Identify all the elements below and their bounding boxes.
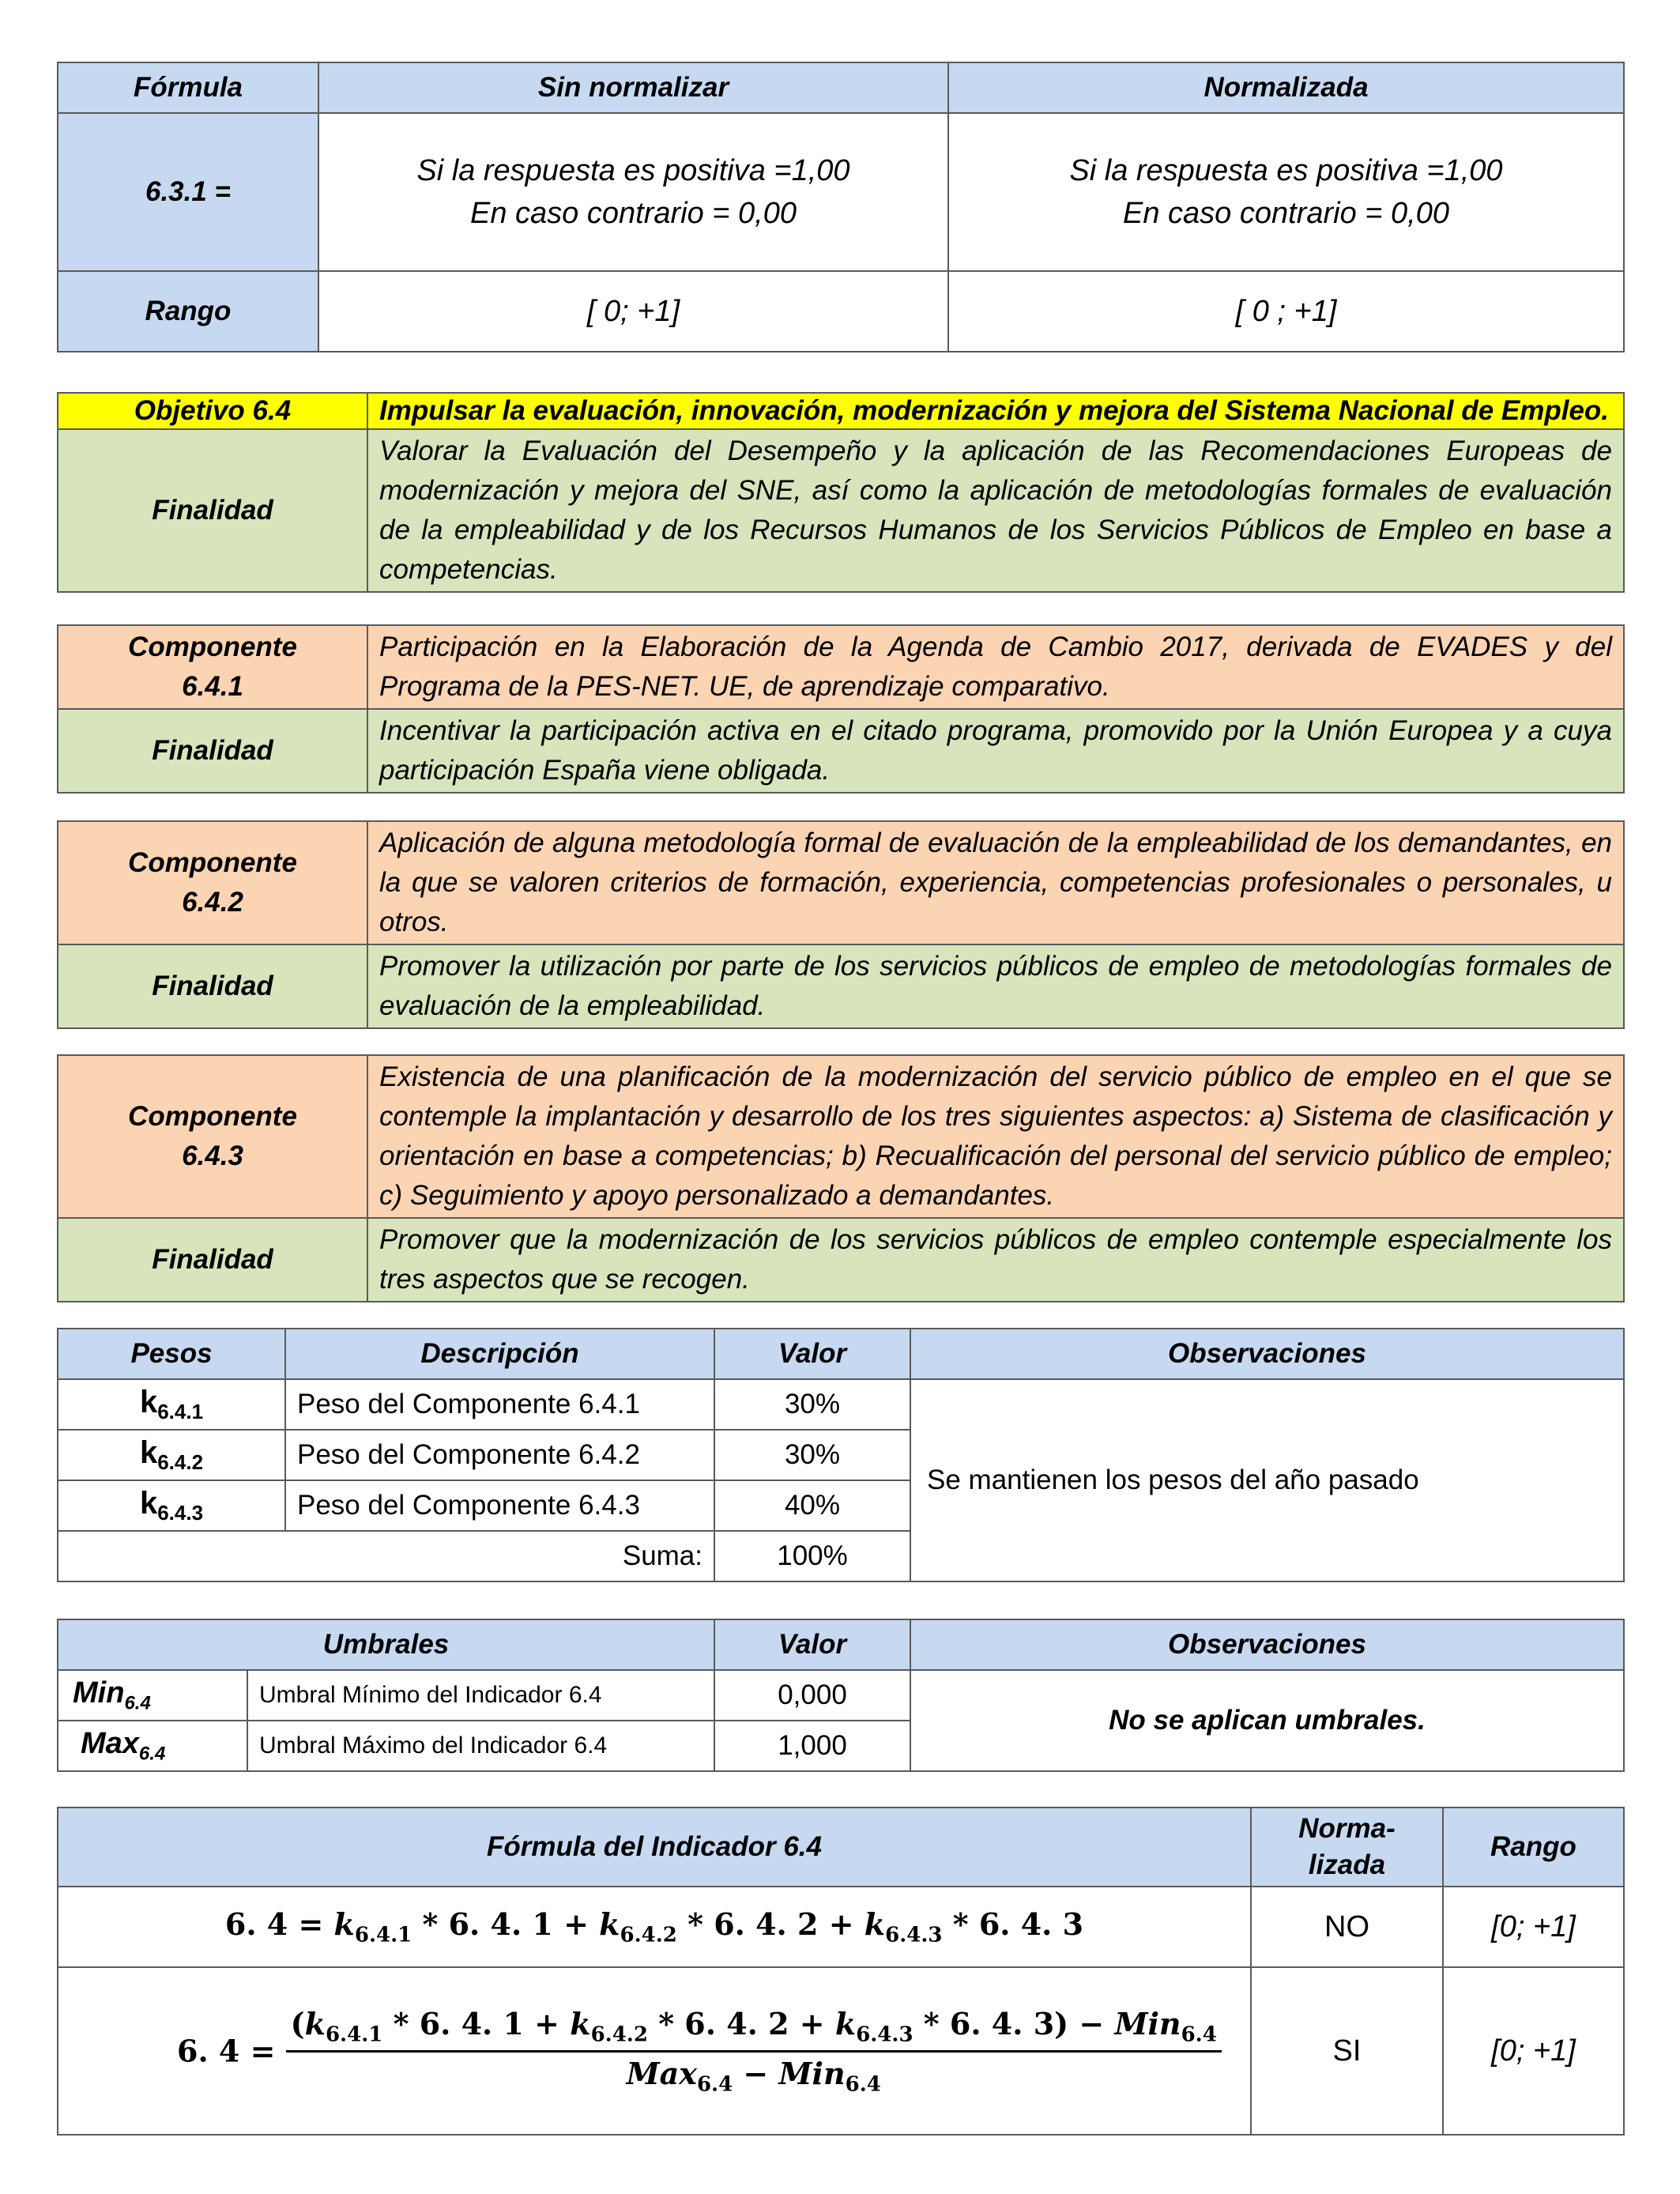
k3: k — [864, 1906, 886, 1943]
peso-symbol — [58, 1379, 285, 1430]
max-sub: 6.4 — [696, 2072, 733, 2097]
k3-sub: 6.4.3 — [885, 1923, 943, 1947]
header-normalizada — [1251, 1808, 1443, 1887]
componente-641-label — [58, 625, 367, 709]
peso-descripcion: Peso del Componente 6.4.3 — [285, 1480, 714, 1531]
header-pesos: Pesos — [58, 1329, 285, 1379]
suma-label: Suma: — [58, 1531, 714, 1581]
pesos-observaciones: Se mantienen los pesos del año pasado — [910, 1379, 1624, 1581]
componente-642-finalidad-label: Finalidad — [58, 944, 367, 1028]
k-subscript: 6.4.3 — [157, 1501, 204, 1525]
suma-valor: 100% — [714, 1531, 910, 1581]
k3: k — [834, 2005, 857, 2041]
term3: * 6. 4. 3 — [942, 1906, 1084, 1943]
k1-sub: 6.4.1 — [325, 2022, 383, 2047]
header-sin-normalizar: Sin normalizar — [318, 62, 948, 113]
componente-641-table — [57, 624, 1625, 794]
header-formula-indicador: Fórmula del Indicador 6.4 — [58, 1808, 1251, 1887]
umbral-valor: 1,000 — [714, 1721, 910, 1771]
k-subscript: 6.4.1 — [157, 1400, 204, 1423]
componente-643-text: Existencia de una planificación de la modernización del servicio público de empleo en el que se contemple la implantación y desarrollo de los tres siguientes aspectos: a) Sistema de clasificación y orientación en base a competencias; b) Recualificación del personal del servicio público de empleo; c) Seguimiento y apoyo personalizado a demandantes. — [367, 1055, 1624, 1218]
term2: * 6. 4. 2 + — [647, 2005, 835, 2041]
peso-valor: 30% — [714, 1430, 910, 1480]
normalizada-cell — [948, 113, 1624, 271]
k2-sub: 6.4.2 — [590, 2022, 648, 2047]
peso-descripcion: Peso del Componente 6.4.1 — [285, 1379, 714, 1430]
rango-norm: [ 0 ; +1] — [948, 271, 1624, 352]
den-minus: − — [733, 2055, 779, 2091]
k2: k — [599, 1906, 620, 1943]
componente-label-line1: Componente — [128, 631, 297, 662]
header-umbrales: Umbrales — [58, 1619, 714, 1670]
componente-643-table — [57, 1054, 1625, 1302]
componente-643-finalidad-text: Promover que la modernización de los servicios públicos de empleo contemple especialmente los tres aspectos que se recogen. — [367, 1218, 1624, 1302]
objetivo-table — [57, 392, 1625, 593]
term3: * 6. 4. 3) − — [913, 2005, 1115, 2041]
rango-value: [0; +1] — [1443, 1967, 1624, 2135]
header-valor: Valor — [714, 1619, 910, 1670]
umbral-valor: 0,000 — [714, 1670, 910, 1721]
umbral-descripcion: Umbral Máximo del Indicador 6.4 — [247, 1721, 714, 1771]
header-normalizada-line2: lizada — [1308, 1849, 1386, 1880]
peso-valor: 30% — [714, 1379, 910, 1430]
k1-sub: 6.4.1 — [354, 1923, 412, 1947]
max: Max — [626, 2055, 697, 2091]
umbral-symbol — [58, 1670, 247, 1721]
peso-descripcion: Peso del Componente 6.4.2 — [285, 1430, 714, 1480]
k-letter: k — [139, 1486, 158, 1521]
componente-642-label — [58, 821, 367, 944]
rango-label: Rango — [58, 271, 318, 352]
norm-line-2: En caso contrario = 0,00 — [1123, 197, 1449, 230]
rango-value: [0; +1] — [1443, 1887, 1624, 1967]
objetivo-finalidad-text: Valorar la Evaluación del Desempeño y la aplicación de las Recomendaciones Europeas de modernización y mejora del SNE, así como la aplicación de metodologías formales de evaluación de la empleabilidad y de los Recursos Humanos de los Servicios Públicos de Empleo en base a competencias. — [367, 429, 1624, 592]
componente-label-line2: 6.4.2 — [182, 887, 243, 918]
sin-normalizar-cell — [318, 113, 948, 271]
umbrales-observaciones: No se aplican umbrales. — [910, 1670, 1624, 1771]
componente-label-line2: 6.4.1 — [182, 671, 243, 702]
componente-label-line2: 6.4.3 — [182, 1140, 243, 1171]
fraction-numerator — [286, 2006, 1222, 2053]
componente-641-text: Participación en la Elaboración de la Agenda de Cambio 2017, derivada de EVADES y del Programa de la PES-NET. UE, de aprendizaje comparativo. — [367, 625, 1624, 709]
min: Min — [778, 2055, 846, 2091]
umbral-name: Max — [81, 1726, 139, 1760]
k-letter: k — [139, 1435, 158, 1470]
componente-643-label — [58, 1055, 367, 1218]
norm-line-1: Si la respuesta es positiva =1,00 — [1069, 154, 1503, 187]
peso-symbol — [58, 1480, 285, 1531]
min: Min — [1114, 2005, 1181, 2041]
rango-sin: [ 0; +1] — [318, 271, 948, 352]
header-observaciones: Observaciones — [910, 1619, 1624, 1670]
formula-normalizada — [58, 1967, 1251, 2135]
umbral-subscript: 6.4 — [124, 1692, 151, 1714]
componente-642-text: Aplicación de alguna metodología formal de evaluación de la empleabilidad de los demandantes, en la que se valoren criterios de formación, experiencia, competencias profesionales o personales, u otros. — [367, 821, 1624, 944]
k1: k — [304, 2005, 326, 2041]
componente-642-finalidad-text: Promover la utilización por parte de los servicios públicos de empleo de metodologías formales de evaluación de la empleabilidad. — [367, 944, 1624, 1028]
term2: * 6. 4. 2 + — [676, 1906, 864, 1943]
componente-641-finalidad-label: Finalidad — [58, 709, 367, 793]
header-normalizada-line1: Norma- — [1298, 1813, 1396, 1844]
componente-label-line1: Componente — [128, 1101, 297, 1132]
objetivo-label: Objetivo 6.4 — [58, 393, 367, 429]
header-formula: Fórmula — [58, 62, 318, 113]
header-descripcion: Descripción — [285, 1329, 714, 1379]
formula-lhs: 6. 4 = — [177, 2033, 286, 2069]
umbral-descripcion: Umbral Mínimo del Indicador 6.4 — [247, 1670, 714, 1721]
objetivo-finalidad-label: Finalidad — [58, 429, 367, 592]
componente-643-finalidad-label: Finalidad — [58, 1218, 367, 1302]
formula-lhs: 6. 4 = — [224, 1906, 334, 1943]
componente-label-line1: Componente — [128, 847, 297, 878]
indicador-table — [57, 1807, 1625, 2136]
componente-641-finalidad-text: Incentivar la participación activa en el citado programa, promovido por la Unión Europea y a cuya participación España viene obligada. — [367, 709, 1624, 793]
k3-sub: 6.4.3 — [856, 2022, 913, 2047]
umbral-subscript: 6.4 — [138, 1743, 166, 1765]
objetivo-title: Impulsar la evaluación, innovación, modernización y mejora del Sistema Nacional de Empleo. — [367, 393, 1624, 429]
formula-sin-normalizar — [58, 1887, 1251, 1967]
pesos-table — [57, 1328, 1625, 1582]
normalizada-no: NO — [1251, 1887, 1443, 1967]
sin-line-1: Si la respuesta es positiva =1,00 — [416, 154, 850, 187]
k-letter: k — [139, 1385, 158, 1419]
header-observaciones: Observaciones — [910, 1329, 1624, 1379]
formula-fraction — [286, 2006, 1222, 2096]
header-valor: Valor — [714, 1329, 910, 1379]
min-sub: 6.4 — [845, 2072, 881, 2097]
k2-sub: 6.4.2 — [620, 1923, 677, 1947]
term1: * 6. 4. 1 + — [412, 1906, 600, 1943]
fraction-denominator — [286, 2053, 1222, 2097]
umbrales-table — [57, 1619, 1625, 1772]
formula-label: 6.3.1 = — [58, 113, 318, 271]
formula-631-table — [57, 62, 1625, 352]
k2: k — [570, 2005, 591, 2041]
peso-symbol — [58, 1430, 285, 1480]
k-subscript: 6.4.2 — [157, 1450, 204, 1474]
k1: k — [333, 1906, 355, 1943]
min-sub: 6.4 — [1181, 2022, 1217, 2047]
peso-valor: 40% — [714, 1480, 910, 1531]
sin-line-2: En caso contrario = 0,00 — [470, 197, 797, 230]
header-rango: Rango — [1443, 1808, 1624, 1887]
normalizada-si: SI — [1251, 1967, 1443, 2135]
umbral-name: Min — [73, 1676, 125, 1710]
term1: * 6. 4. 1 + — [382, 2005, 571, 2041]
componente-642-table — [57, 820, 1625, 1029]
formula-expression — [224, 1906, 1084, 1947]
num-open: ( — [290, 2005, 305, 2041]
header-normalizada: Normalizada — [948, 62, 1624, 113]
umbral-symbol — [58, 1721, 247, 1771]
